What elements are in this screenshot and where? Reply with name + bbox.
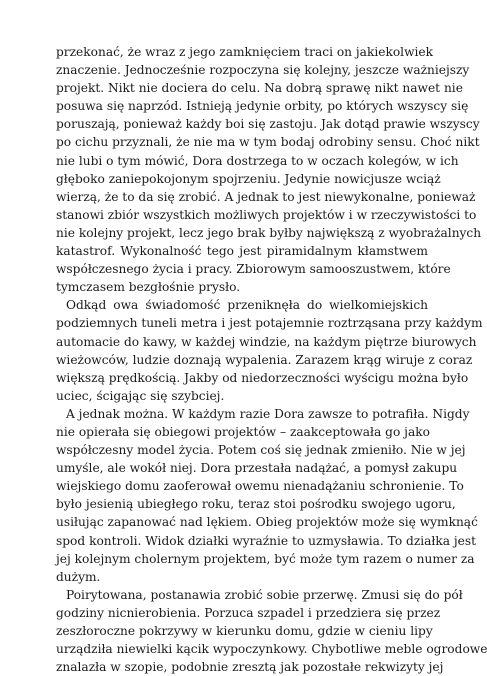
text-line: nie lubi o tym mówić, Dora dostrzega to w oczach kolegów, w ich [56,153,459,168]
text-line: znaczenie. Jednocześnie rozpoczyna się kolejny, jeszcze ważniejszy [56,63,470,78]
text-line: dużym. [56,569,101,584]
text-line: umyśle, ale wokół niej. Dora przestała nadążać, a pomysł zakupu [56,461,458,476]
text-line: tymczasem bezgłośnie prysło. [56,280,241,295]
text-line: zeszłoroczne pokrzywy w kierunku domu, gdzie w cieniu lipy [56,624,433,638]
text-line: nie kolejny projekt, lecz jego brak byłby największą z wyobrażalnych [56,225,482,240]
text-line: jej kolejnym cholernym projektem, być może tym razem o numer za [56,551,475,566]
text-line: po cichu przyznali, że nie ma w tym bodaj odrobiny sensu. Choć nikt [56,135,480,150]
text-line: A jednak można. W każdym razie Dora zawsze to potrafiła. Nigdy [66,406,470,421]
text-line: wierzą, że to da się zrobić. A jednak to jest niewykonalne, ponieważ [56,189,476,204]
text-line: usiłując zapanować nad lękiem. Obieg projektów może się wymknąć [56,515,478,530]
text-line: projekt. Nikt nie dociera do celu. Na dobrą sprawę nikt nawet nie [56,81,463,96]
text-line: Odkąd owa świadomość przeniknęła do wielkomiejskich [66,298,428,313]
text-line: posuwa się naprzód. Istnieją jedynie orbity, po których wszyscy się [56,99,469,114]
text-line: spod kontroli. Widok działki wyraźnie to uzmysławia. To działka jest [56,533,477,548]
text-line: przekonać, że wraz z jego zamknięciem traci on jakiekolwiek [56,45,433,59]
text-line: znalazła w szopie, podobnie zresztą jak pozostałe rekwizyty jej [56,660,444,675]
text-line: automacie do kawy, w każdej windzie, na każdym piętrze biurowych [56,334,477,349]
text-line: katastrof. Wykonalność tego jest piramidalnym kłamstwem [56,244,428,259]
text-line: uciec, ścigając się szybciej. [56,388,225,403]
text-line: stanowi zbiór wszystkich możliwych projektów i w rzeczywistości to [56,207,477,222]
text-line: wiejskiego domu zaoferował owemu nienadążaniu schronienie. To [56,479,464,494]
text-line: głęboko zaniepokojonym spojrzeniu. Jedynie nowicjusze wciąż [56,171,441,186]
text-line: współczesny model życia. Potem coś się jednak zmieniło. Nie w jej [56,443,466,458]
text-line: godziny nicnierobienia. Porzuca szpadel i przedziera się przez [56,605,441,620]
text-line: poruszają, ponieważ każdy boi się zastoju. Jak dotąd prawie wszyscy [56,117,480,132]
text-line: nie opierała się obiegowi projektów – zaakceptowała go jako [56,424,430,439]
text-line: wieżowców, ludzie doznają wypalenia. Zarazem krąg wiruje z coraz [56,352,473,367]
text-line: Poirytowana, postanawia zrobić sobie przerwę. Zmusi się do pół [66,587,463,602]
text-line: podziemnych tuneli metra i jest potajemnie roztrząsana przy każdym [56,316,483,331]
text-line: większą prędkością. Jakby od niedorzeczności wyścigu można było [56,370,469,385]
text-line: urządziła niewielki kącik wypoczynkowy. Chybotliwe meble ogrodowe [56,642,487,657]
body-text [56,43,487,676]
text-line: współczesnego życia i pracy. Zbiorowym samooszustwem, które [56,262,451,277]
text-line: było jesienią ubiegłego roku, teraz stoi pośrodku swojego ugoru, [56,497,456,512]
